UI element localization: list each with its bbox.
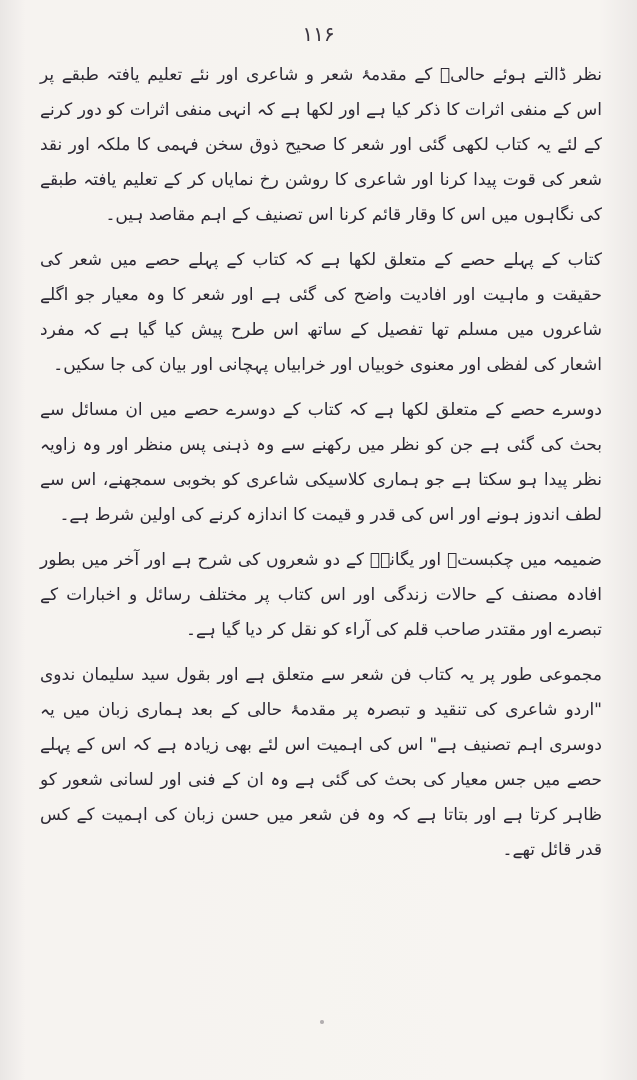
paragraph-5: مجموعی طور پر یہ کتاب فن شعر سے متعلق ہے اور بقول سید سلیمان ندوی "اردو شاعری کی تنقید و تبصرہ پر مقدمۂ حالی کے بعد ہماری زبان میں یہ دوسری اہم تصنیف ہے" اس کی اہمیت اس لئے بھی زیادہ ہے کہ اس کے پہلے حصے میں جس معیار کی بحث کی گئی ہے وہ ان کے فنی اور لسانی شعور کو ظاہر کرتا ہے اور بتاتا ہے کہ وہ فن شعر میں حسن زبان کی اہمیت کے کس قدر قائل تھے۔	[40, 665, 602, 860]
paragraph-4: ضمیمہ میں چکبستؔ اور یگانہؔ کے دو شعروں کی شرح ہے اور آخر میں بطور افادہ مصنف کے حالات زندگی اور اس کتاب پر مختلف رسائل و اخبارات کے تبصرے اور مقتدر صاحب قلم کی آراء کو نقل کر دیا گیا ہے۔	[40, 550, 602, 640]
page-number: ۱۱۶	[302, 22, 335, 46]
paragraph-3: دوسرے حصے کے متعلق لکھا ہے کہ کتاب کے دوسرے حصے میں ان مسائل سے بحث کی گئی ہے جن کو نظر میں رکھنے سے وہ ذہنی پس منظر اور وہ زاویہ نظر پیدا ہو سکتا ہے جو ہماری کلاسیکی شاعری کو بخوبی سمجھنے، اس سے لطف اندوز ہونے اور اس کی قدر و قیمت کا اندازہ کرنے کی اولین شرط ہے۔	[40, 400, 602, 525]
body-text	[40, 58, 602, 878]
paragraph-1: نظر ڈالتے ہوئے حالیؔ کے مقدمۂ شعر و شاعری اور نئے تعلیم یافتہ طبقے پر اس کے منفی اثرات کا ذکر کیا ہے اور لکھا ہے کہ انہی منفی اثرات کو دور کرنے کے لئے یہ کتاب لکھی گئی اور شعر کا صحیح ذوق سخن فہمی کا ملکہ اور نقد شعر کی قوت پیدا کرنا اور شاعری کا روشن رخ نمایاں کر کے تعلیم یافتہ طبقے کی نگاہوں میں اس کا وقار قائم کرنا اس تصنیف کے اہم مقاصد ہیں۔	[40, 65, 602, 225]
paragraph-2: کتاب کے پہلے حصے کے متعلق لکھا ہے کہ کتاب کے پہلے حصے میں شعر کی حقیقت و ماہیت اور افادیت واضح کی گئی ہے اور شعر کا وہ معیار جو اگلے شاعروں میں مسلم تھا تفصیل کے ساتھ اس طرح پیش کیا گیا ہے کہ مفرد اشعار کی لفظی اور معنوی خوبیاں اور خرابیاں پہچانی اور بیان کی جا سکیں۔	[40, 250, 602, 375]
paper-speck	[320, 1020, 324, 1024]
